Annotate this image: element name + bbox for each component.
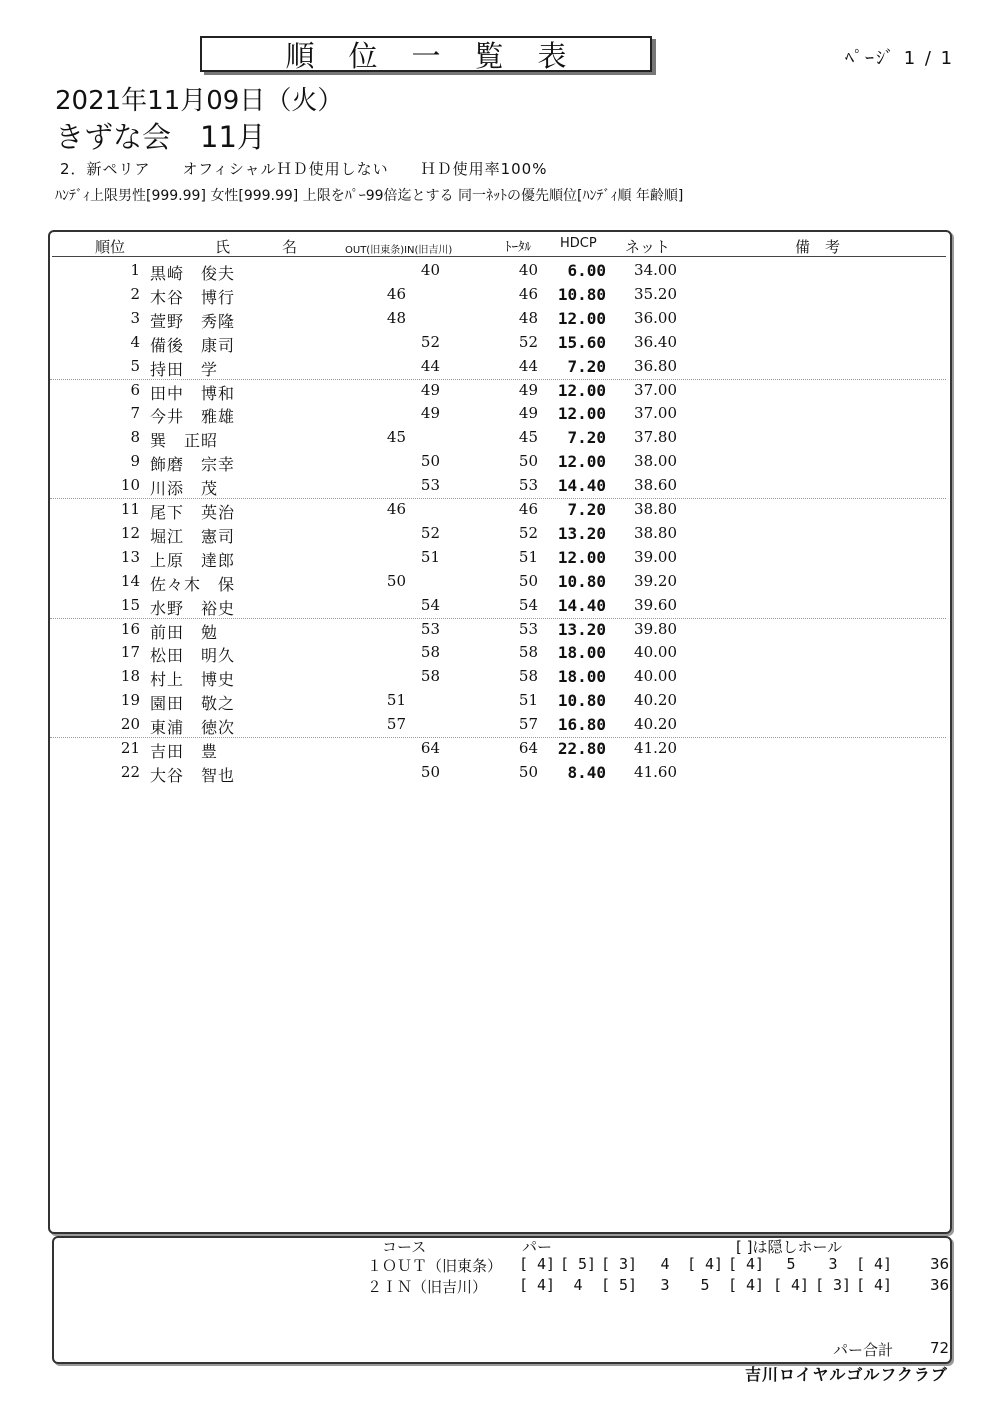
cell-rank: 3 — [130, 308, 140, 327]
hole-par: [ 4] — [518, 1276, 556, 1294]
table-row — [50, 474, 946, 499]
cell-name: 田中 博和 — [150, 383, 236, 403]
cell-out: 45 — [386, 428, 406, 447]
hole-par: [ 4] — [772, 1276, 810, 1294]
cell-name: 堀江 憲司 — [150, 526, 236, 546]
table-row — [50, 522, 946, 546]
cell-rank: 6 — [130, 380, 140, 399]
page-title: 順位一覧表 — [285, 39, 601, 73]
cell-net: 40.20 — [634, 715, 677, 734]
cell-rank: 22 — [120, 762, 140, 781]
cell-net: 39.00 — [634, 547, 677, 566]
cell-name: 園田 敬之 — [150, 694, 236, 714]
header-rank: 順位 — [95, 238, 126, 256]
hole-par: [ 5] — [600, 1276, 638, 1294]
cell-net: 35.20 — [634, 284, 677, 303]
table-row — [50, 355, 946, 380]
cell-total: 53 — [518, 619, 538, 638]
hole-par: [ 3] — [600, 1255, 638, 1273]
cell-net: 40.00 — [634, 643, 677, 662]
cell-total: 46 — [518, 500, 538, 518]
cell-total: 50 — [518, 452, 538, 471]
cell-name: 上原 達郎 — [150, 550, 236, 570]
cell-hdcp: 18.00 — [557, 643, 606, 663]
table-row — [50, 426, 946, 450]
hole-par: [ 4] — [855, 1276, 893, 1294]
cell-rank: 13 — [120, 547, 140, 566]
cell-net: 41.60 — [634, 762, 677, 781]
hole-par: 4 — [573, 1276, 583, 1294]
cell-total: 50 — [518, 571, 538, 590]
cell-in: 58 — [420, 643, 440, 662]
cell-total: 45 — [518, 428, 538, 447]
table-row — [50, 618, 946, 642]
table-row — [50, 379, 946, 403]
table-row — [50, 689, 946, 713]
table-row — [50, 761, 946, 785]
cell-rank: 1 — [130, 261, 140, 279]
cell-total: 54 — [518, 595, 538, 614]
cell-name: 佐々木 保 — [150, 574, 236, 594]
cell-hdcp: 7.20 — [567, 500, 606, 519]
cell-net: 38.00 — [634, 452, 677, 471]
cell-rank: 20 — [120, 715, 140, 734]
cell-rank: 17 — [120, 643, 140, 662]
cell-rank: 19 — [120, 691, 140, 710]
cell-net: 38.60 — [634, 476, 677, 495]
cell-total: 52 — [518, 332, 538, 351]
cell-rank: 18 — [120, 667, 140, 686]
cell-out: 46 — [386, 284, 406, 303]
cell-rank: 11 — [120, 500, 140, 518]
club-name: 吉川ロイヤルゴルフクラブ — [745, 1365, 948, 1384]
cell-hdcp: 14.40 — [557, 476, 606, 496]
handicap-conditions: ﾊﾝﾃﾞｨ上限男性[999.99] 女性[999.99] 上限をﾊﾟｰ99倍迄とする 同一ﾈｯﾄの優先順位[ﾊﾝﾃﾞｨ順 年齢順] — [55, 188, 684, 204]
cell-total: 49 — [518, 404, 538, 423]
cell-in: 53 — [420, 476, 440, 495]
cell-net: 38.80 — [634, 500, 677, 518]
cell-name: 尾下 英治 — [150, 503, 236, 522]
hole-par: 3 — [660, 1276, 670, 1294]
cell-hdcp: 22.80 — [557, 739, 606, 758]
cell-hdcp: 10.80 — [557, 571, 606, 591]
table-row — [50, 737, 946, 761]
table-row — [50, 402, 946, 426]
cell-in: 53 — [420, 619, 440, 638]
cell-hdcp: 12.00 — [557, 380, 606, 400]
hole-par: [ 4] — [518, 1255, 556, 1273]
table-row — [50, 283, 946, 307]
cell-hdcp: 12.00 — [557, 452, 606, 472]
cell-rank: 12 — [120, 523, 140, 542]
hole-par: 5 — [786, 1255, 796, 1273]
table-row — [50, 307, 946, 331]
event-name: きずな会 11月 — [55, 120, 266, 154]
cell-rank: 16 — [120, 619, 140, 638]
table-row — [50, 331, 946, 355]
table-row — [50, 450, 946, 474]
hole-par: [ 4] — [727, 1255, 765, 1273]
cell-total: 49 — [518, 380, 538, 399]
cell-rank: 5 — [130, 356, 140, 375]
cell-net: 34.00 — [634, 261, 677, 279]
cell-hdcp: 13.20 — [557, 523, 606, 543]
cell-in: 49 — [420, 404, 440, 423]
cell-name: 黒崎 俊夫 — [150, 264, 236, 283]
cell-hdcp: 18.00 — [557, 667, 606, 687]
cell-net: 39.80 — [634, 619, 677, 638]
header-divider — [52, 256, 946, 257]
cell-out: 48 — [386, 308, 406, 327]
cell-in: 54 — [420, 595, 440, 614]
table-row — [50, 713, 946, 738]
cell-net: 37.00 — [634, 380, 677, 399]
cell-net: 41.20 — [634, 739, 677, 757]
cell-rank: 14 — [120, 571, 140, 590]
cell-name: 村上 博史 — [150, 670, 236, 690]
par-header: パー — [522, 1238, 553, 1256]
cell-total: 57 — [518, 715, 538, 734]
cell-in: 50 — [420, 762, 440, 781]
hole-par: 5 — [700, 1276, 710, 1294]
cell-out: 50 — [386, 571, 406, 590]
course-name-out: １ＯＵＴ（旧東条） — [367, 1257, 503, 1275]
cell-in: 58 — [420, 667, 440, 686]
hidden-hole-note: [ ]は隠しホール — [736, 1238, 843, 1256]
cell-total: 64 — [518, 739, 538, 757]
cell-name: 川添 茂 — [150, 479, 219, 499]
cell-out: 46 — [386, 500, 406, 518]
cell-total: 48 — [518, 308, 538, 327]
table-row — [50, 546, 946, 570]
cell-name: 松田 明久 — [150, 646, 236, 666]
cell-rank: 15 — [120, 595, 140, 614]
cell-net: 39.20 — [634, 571, 677, 590]
cell-total: 50 — [518, 762, 538, 781]
cell-total: 58 — [518, 643, 538, 662]
header-net: ネット — [625, 238, 671, 256]
cell-in: 40 — [420, 261, 440, 279]
cell-in: 49 — [420, 380, 440, 399]
hole-par: [ 4] — [855, 1255, 893, 1273]
table-row — [50, 594, 946, 619]
cell-rank: 2 — [130, 284, 140, 303]
header-out-in: OUT(旧東条)IN(旧吉川) — [345, 245, 453, 256]
table-row — [50, 570, 946, 594]
cell-in: 44 — [420, 356, 440, 375]
cell-hdcp: 15.60 — [557, 332, 606, 352]
header-total: ﾄｰﾀﾙ — [505, 240, 531, 255]
cell-hdcp: 10.80 — [557, 284, 606, 304]
cell-in: 51 — [420, 547, 440, 566]
cell-out: 57 — [386, 715, 406, 734]
hole-par: 3 — [828, 1255, 838, 1273]
cell-net: 37.80 — [634, 428, 677, 447]
cell-name: 大谷 智也 — [150, 765, 236, 785]
hole-par: [ 5] — [559, 1255, 597, 1273]
cell-in: 64 — [420, 739, 440, 757]
cell-name: 東浦 徳次 — [150, 718, 236, 738]
event-date: 2021年11月09日（火） — [55, 86, 344, 116]
cell-name: 巽 正昭 — [150, 431, 219, 451]
table-row — [50, 665, 946, 689]
cell-net: 36.40 — [634, 332, 677, 351]
cell-net: 37.00 — [634, 404, 677, 423]
cell-total: 51 — [518, 547, 538, 566]
cell-rank: 9 — [130, 452, 140, 471]
course-header: コース — [382, 1238, 427, 1256]
cell-in: 52 — [420, 332, 440, 351]
cell-total: 40 — [518, 261, 538, 279]
hole-par: [ 4] — [686, 1255, 724, 1273]
cell-net: 36.00 — [634, 308, 677, 327]
table-row — [50, 498, 946, 522]
cell-in: 52 — [420, 523, 440, 542]
cell-total: 53 — [518, 476, 538, 495]
cell-rank: 4 — [130, 332, 140, 351]
cell-hdcp: 12.00 — [557, 308, 606, 328]
course-total-in: 36 — [930, 1276, 950, 1294]
cell-rank: 8 — [130, 428, 140, 447]
cell-hdcp: 12.00 — [557, 547, 606, 567]
cell-net: 39.60 — [634, 595, 677, 614]
cell-hdcp: 8.40 — [567, 762, 606, 782]
cell-name: 今井 雅雄 — [150, 407, 236, 427]
par-total: 72 — [930, 1339, 950, 1357]
cell-name: 萱野 秀隆 — [150, 311, 236, 331]
cell-total: 46 — [518, 284, 538, 303]
course-total-out: 36 — [930, 1255, 950, 1273]
cell-total: 52 — [518, 523, 538, 542]
cell-name: 飾磨 宗幸 — [150, 455, 236, 475]
header-name-given: 名 — [282, 238, 298, 256]
header-hdcp: HDCP — [560, 236, 597, 251]
cell-net: 36.80 — [634, 356, 677, 375]
cell-hdcp: 7.20 — [567, 356, 606, 376]
cell-total: 58 — [518, 667, 538, 686]
cell-hdcp: 13.20 — [557, 619, 606, 639]
par-total-label: パー合計 — [833, 1341, 894, 1359]
cell-hdcp: 16.80 — [557, 715, 606, 735]
cell-name: 木谷 博行 — [150, 287, 236, 307]
table-row — [50, 259, 946, 283]
cell-hdcp: 10.80 — [557, 691, 606, 711]
header-name-family: 氏 — [215, 238, 231, 256]
cell-in: 50 — [420, 452, 440, 471]
cell-name: 吉田 豊 — [150, 742, 219, 761]
cell-rank: 21 — [120, 739, 140, 757]
cell-rank: 10 — [120, 476, 140, 495]
page-number: ﾍﾟｰｼﾞ 1 / 1 — [845, 48, 955, 69]
cell-hdcp: 14.40 — [557, 595, 606, 615]
cell-total: 51 — [518, 691, 538, 710]
header-remarks: 備 考 — [795, 238, 841, 256]
hole-par: [ 4] — [727, 1276, 765, 1294]
hole-par: [ 3] — [814, 1276, 852, 1294]
table-row — [50, 641, 946, 665]
hole-par: 4 — [660, 1255, 670, 1273]
course-name-in: ２ＩＮ（旧吉川） — [367, 1278, 488, 1296]
cell-hdcp: 7.20 — [567, 428, 606, 448]
cell-hdcp: 6.00 — [567, 261, 606, 280]
cell-name: 持田 学 — [150, 359, 219, 379]
cell-name: 水野 裕史 — [150, 598, 236, 618]
cell-net: 40.20 — [634, 691, 677, 710]
cell-name: 備後 康司 — [150, 335, 236, 355]
cell-name: 前田 勉 — [150, 622, 219, 642]
cell-net: 40.00 — [634, 667, 677, 686]
cell-net: 38.80 — [634, 523, 677, 542]
cell-total: 44 — [518, 356, 538, 375]
cell-rank: 7 — [130, 404, 140, 423]
cell-out: 51 — [386, 691, 406, 710]
cell-hdcp: 12.00 — [557, 404, 606, 424]
scoring-conditions: 2．新ペリア オフィシャルＨＤ使用しない ＨＤ使用率100% — [60, 160, 548, 178]
